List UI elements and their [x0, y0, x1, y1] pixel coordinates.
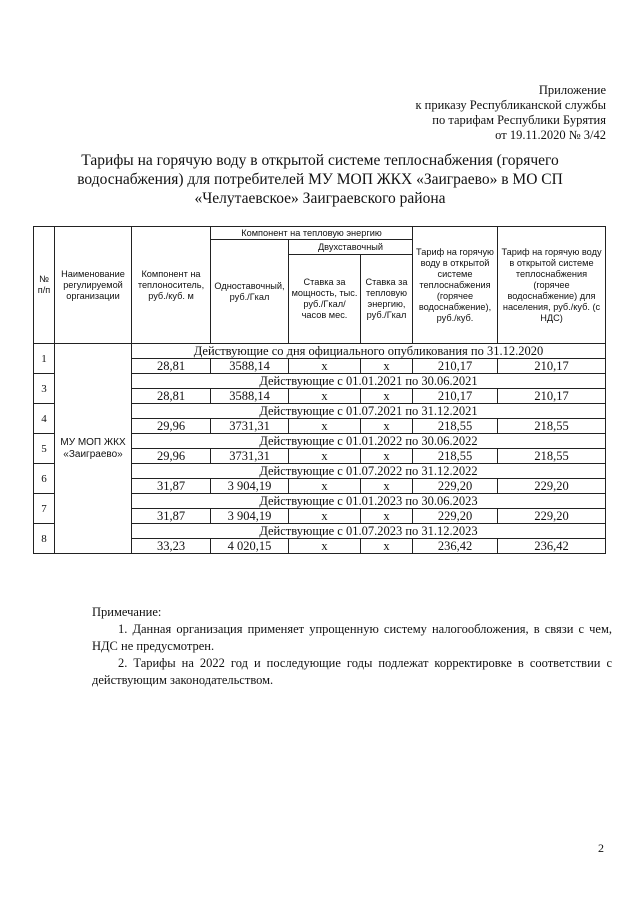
carrier-value: 31,87: [132, 509, 211, 524]
tariff-value: 229,20: [413, 479, 498, 494]
row-number: 6: [34, 464, 55, 494]
header-heat-component: Компонент на тепловую энергию: [211, 227, 413, 240]
header-tariff: Тариф на горячую воду в открытой системе теплоснабжения (горячее водоснабжение), руб./куб.: [413, 227, 498, 344]
page-number: 2: [598, 841, 604, 855]
tariff-value: 210,17: [413, 359, 498, 374]
document-title: Тарифы на горячую воду в открытой системе теплоснабжения (горячего водоснабжения) для потребителей МУ МОП ЖКХ «Заиграево» в МО СП «Челутаевское» Заиграевского района: [77, 152, 563, 207]
tariff-population-value: 229,20: [498, 509, 606, 524]
organization-name: МУ МОП ЖКХ «Заиграево»: [55, 344, 132, 554]
tariff-population-value: 229,20: [498, 479, 606, 494]
appendix-line-1: Приложение: [538, 83, 606, 97]
capacity-value: x: [289, 509, 361, 524]
tariff-value: 236,42: [413, 539, 498, 554]
energy-value: x: [361, 479, 413, 494]
carrier-value: 31,87: [132, 479, 211, 494]
carrier-value: 29,96: [132, 449, 211, 464]
notes-block: [92, 604, 612, 689]
tariff-population-value: 210,17: [498, 359, 606, 374]
capacity-value: x: [289, 479, 361, 494]
period-row: [34, 344, 606, 359]
energy-value: x: [361, 359, 413, 374]
tariff-value: 218,55: [413, 449, 498, 464]
period-label: Действующие с 01.01.2023 по 30.06.2023: [132, 494, 606, 509]
capacity-value: x: [289, 539, 361, 554]
row-number: 1: [34, 344, 55, 374]
single-rate-value: 3 904,19: [211, 479, 289, 494]
energy-value: x: [361, 449, 413, 464]
capacity-value: x: [289, 449, 361, 464]
tariff-value: 210,17: [413, 389, 498, 404]
carrier-value: 33,23: [132, 539, 211, 554]
capacity-value: x: [289, 389, 361, 404]
row-number: 7: [34, 494, 55, 524]
tariff-table: [33, 226, 606, 554]
single-rate-value: 3731,31: [211, 449, 289, 464]
period-label: Действующие с 01.07.2022 по 31.12.2022: [132, 464, 606, 479]
period-label: Действующие с 01.07.2023 по 31.12.2023: [132, 524, 606, 539]
period-label: Действующие с 01.01.2021 по 30.06.2021: [132, 374, 606, 389]
header-tariff-population: Тариф на горячую воду в открытой системе теплоснабжения (горячее водоснабжение) для населения, руб./куб. (с НДС): [498, 227, 606, 344]
energy-value: x: [361, 419, 413, 434]
carrier-value: 29,96: [132, 419, 211, 434]
single-rate-value: 3588,14: [211, 389, 289, 404]
appendix-line-3: по тарифам Республики Бурятия: [432, 113, 606, 127]
header-two-rate: Двухставочный: [289, 240, 413, 255]
capacity-value: x: [289, 419, 361, 434]
appendix-line-4: от 19.11.2020 № 3/42: [495, 128, 606, 142]
single-rate-value: 3 904,19: [211, 509, 289, 524]
energy-value: x: [361, 389, 413, 404]
note-1: 1. Данная организация применяет упрощенную систему налогообложения, в связи с чем, НДС не предусмотрен.: [92, 622, 612, 653]
carrier-value: 28,81: [132, 389, 211, 404]
capacity-value: x: [289, 359, 361, 374]
row-number: 8: [34, 524, 55, 554]
header-carrier: Компонент на теплоноситель, руб./куб. м: [132, 227, 211, 344]
header-energy-rate: Ставка за тепловую энергию, руб./Гкал: [361, 255, 413, 344]
header-row-1: [34, 227, 606, 240]
period-label: Действующие с 01.07.2021 по 31.12.2021: [132, 404, 606, 419]
row-number: 5: [34, 434, 55, 464]
header-org-name: Наименование регулируемой организации: [55, 227, 132, 344]
tariff-value: 229,20: [413, 509, 498, 524]
single-rate-value: 4 020,15: [211, 539, 289, 554]
appendix-block: [415, 83, 606, 143]
energy-value: x: [361, 509, 413, 524]
period-label: Действующие с 01.01.2022 по 30.06.2022: [132, 434, 606, 449]
row-number: 4: [34, 404, 55, 434]
note-2: 2. Тарифы на 2022 год и последующие годы подлежат корректировке в соответствии с действующим законодательством.: [92, 656, 612, 687]
header-capacity-rate: Ставка за мощность, тыс. руб./Гкал/ часов мес.: [289, 255, 361, 344]
tariff-population-value: 210,17: [498, 389, 606, 404]
notes-heading: Примечание:: [92, 605, 162, 619]
single-rate-value: 3731,31: [211, 419, 289, 434]
tariff-value: 218,55: [413, 419, 498, 434]
tariff-population-value: 218,55: [498, 419, 606, 434]
appendix-line-2: к приказу Республиканской службы: [415, 98, 606, 112]
period-label: Действующие со дня официального опубликования по 31.12.2020: [132, 344, 606, 359]
tariff-population-value: 236,42: [498, 539, 606, 554]
row-number: 3: [34, 374, 55, 404]
header-num: № п/п: [34, 227, 55, 344]
header-single-rate: Одноставочный, руб./Гкал: [211, 240, 289, 344]
single-rate-value: 3588,14: [211, 359, 289, 374]
energy-value: x: [361, 539, 413, 554]
tariff-population-value: 218,55: [498, 449, 606, 464]
carrier-value: 28,81: [132, 359, 211, 374]
